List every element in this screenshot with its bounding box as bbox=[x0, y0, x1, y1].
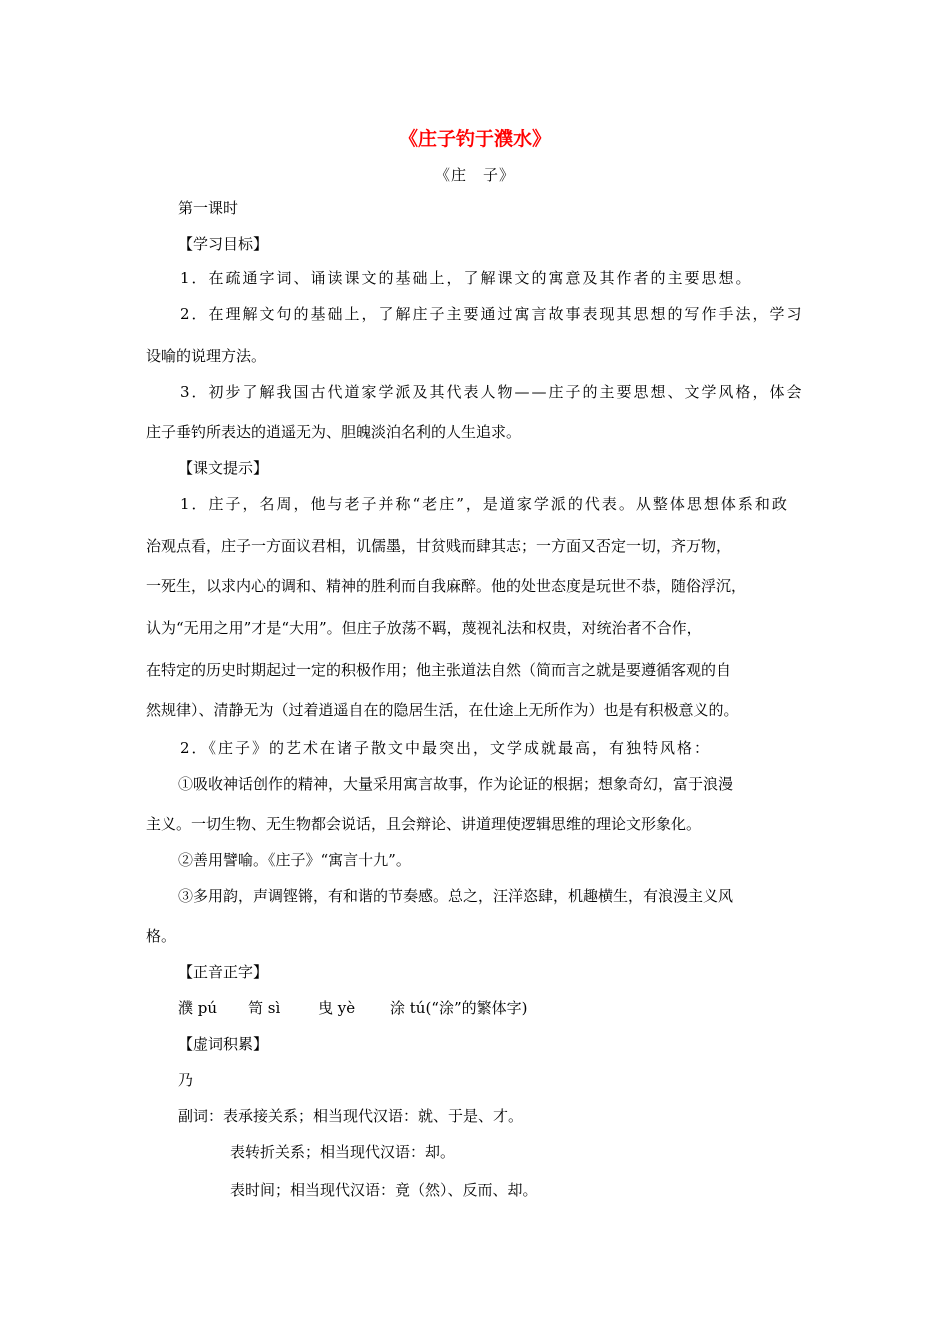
tip-1-line6: 然规律）、清静无为（过着逍遥自在的隐居生活，在仕途上无所作为）也是有积极意义的。 bbox=[146, 701, 739, 719]
tip-2-point3-line1: ③多用韵，声调铿锵，有和谐的节奏感。总之，汪洋恣肆，机趣横生，有浪漫主义风 bbox=[178, 887, 734, 905]
goal-item-3-line2: 庄子垂钓所表达的逍遥无为、胆魄淡泊名利的人生追求。 bbox=[146, 423, 522, 441]
usage-adverb-2: 表转折关系；相当现代汉语：却。 bbox=[230, 1143, 456, 1161]
tip-2-point3-line2: 格。 bbox=[146, 927, 177, 945]
document-title: 《庄子钓于濮水》 bbox=[398, 128, 551, 150]
tip-1-line5: 在特定的历史时期起过一定的积极作用；他主张道法自然（简而言之就是要遵循客观的自 bbox=[146, 661, 732, 679]
goal-item-2-line2: 设喻的说理方法。 bbox=[146, 347, 267, 365]
tip-2-point1-line1: ①吸收神话创作的精神，大量采用寓言故事，作为论证的根据；想象奇幻，富于浪漫 bbox=[178, 775, 734, 793]
tip-1-line2: 治观点看，庄子一方面议君相，讥儒墨，甘贫贱而肆其志；一方面又否定一切，齐万物， bbox=[146, 537, 732, 555]
pronunciation-tu: 涂 tú(“涂”的繁体字) bbox=[390, 999, 528, 1017]
goal-item-2-line1: 2．在理解文句的基础上，了解庄子主要通过寓言故事表现其思想的写作手法，学习 bbox=[180, 305, 804, 323]
tip-2-heading: 2．《庄子》的艺术在诸子散文中最突出，文学成就最高，有独特风格： bbox=[180, 739, 712, 757]
document-subtitle: 《庄 子》 bbox=[434, 166, 515, 184]
goal-item-1: 1．在疏通字词、诵读课文的基础上，了解课文的寓意及其作者的主要思想。 bbox=[180, 269, 753, 287]
usage-adverb-3: 表时间；相当现代汉语：竟（然）、反而、却。 bbox=[230, 1181, 538, 1199]
pronunciation-si: 笥 sì bbox=[248, 999, 281, 1017]
section-heading-function-words: 【虚词积累】 bbox=[178, 1035, 269, 1053]
function-word: 乃 bbox=[178, 1071, 194, 1089]
tip-1-line4: 认为“无用之用”才是“大用”。但庄子放荡不羁，蔑视礼法和权贵，对统治者不合作， bbox=[146, 619, 702, 637]
usage-adverb-1: 副词：表承接关系；相当现代汉语：就、于是、才。 bbox=[178, 1107, 524, 1125]
pronunciation-pu: 濮 pú bbox=[178, 999, 218, 1017]
pronunciation-ye: 曳 yè bbox=[318, 999, 356, 1017]
section-heading-pronunciation: 【正音正字】 bbox=[178, 963, 269, 981]
tip-2-point2: ②善用譬喻。《庄子》“寓言十九”。 bbox=[178, 851, 411, 869]
section-heading-tips: 【课文提示】 bbox=[178, 459, 269, 477]
tip-1-line3: 一死生，以求内心的调和、精神的胜利而自我麻醉。他的处世态度是玩世不恭，随俗浮沉， bbox=[146, 577, 747, 595]
tip-1-line1: 1．庄子，名周，他与老子并称“老庄”，是道家学派的代表。从整体思想体系和政 bbox=[180, 495, 789, 513]
section-heading-goals: 【学习目标】 bbox=[178, 235, 269, 253]
lesson-label: 第一课时 bbox=[178, 199, 239, 217]
tip-2-point1-line2: 主义。一切生物、无生物都会说话，且会辩论、讲道理使逻辑思维的理论文形象化。 bbox=[146, 815, 702, 833]
goal-item-3-line1: 3．初步了解我国古代道家学派及其代表人物——庄子的主要思想、文学风格，体会 bbox=[180, 383, 804, 401]
